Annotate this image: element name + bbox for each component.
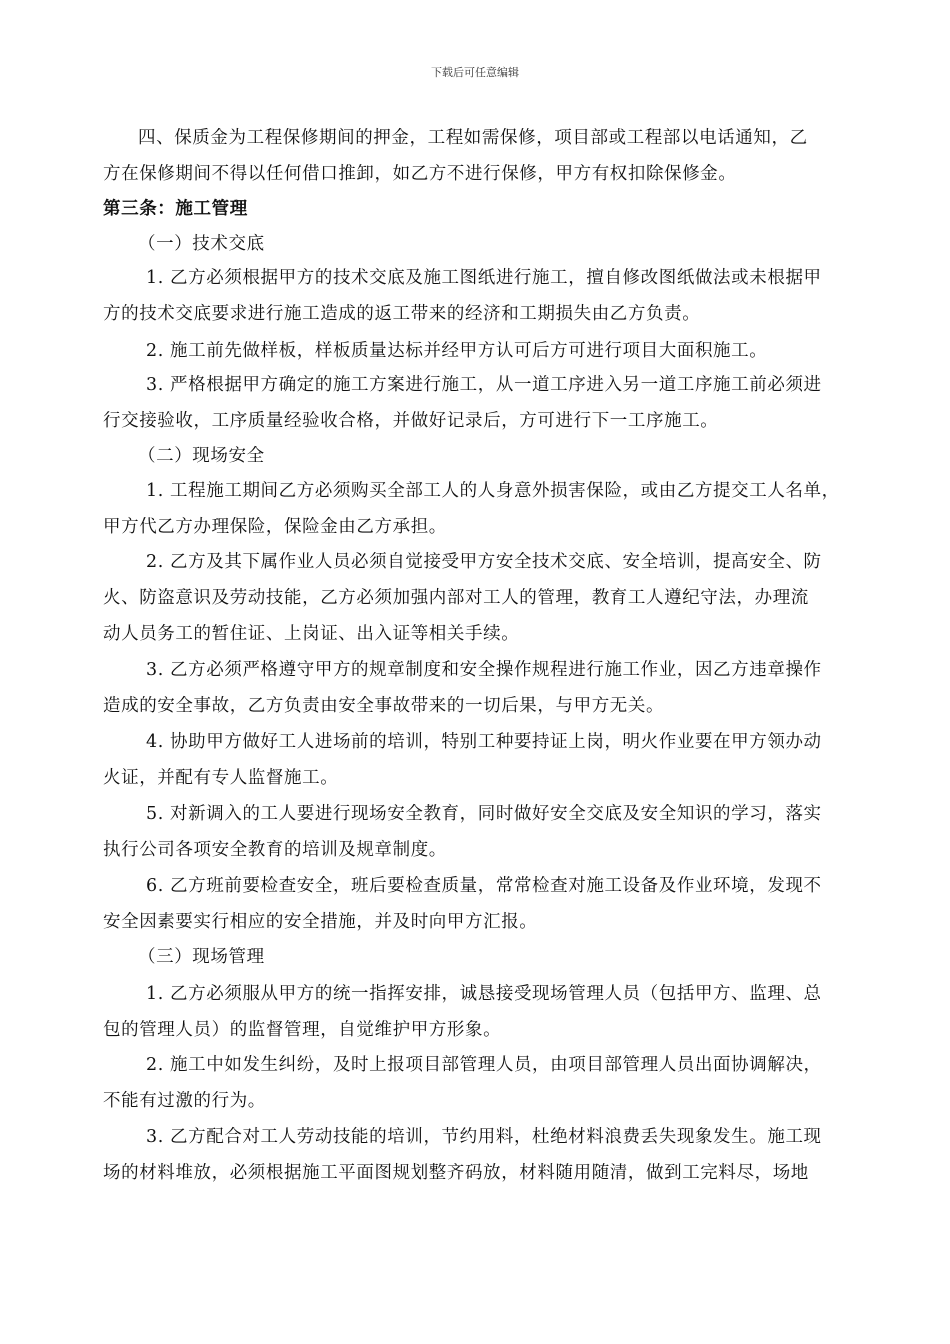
- paragraph-line: 场的材料堆放，必须根据施工平面图规划整齐码放，材料随用随清，做到工完料尽，场地: [103, 1163, 809, 1183]
- paragraph-line: 3. 严格根据甲方确定的施工方案进行施工，从一道工序进入另一道工序施工前必须进: [146, 375, 822, 395]
- paragraph-line: 四、保质金为工程保修期间的押金，工程如需保修，项目部或工程部以电话通知，乙: [138, 128, 808, 148]
- paragraph-line: 1. 乙方必须根据甲方的技术交底及施工图纸进行施工，擅自修改图纸做法或未根据甲: [146, 268, 822, 288]
- paragraph-line: 1. 乙方必须服从甲方的统一指挥安排，诚恳接受现场管理人员（包括甲方、监理、总: [146, 984, 822, 1004]
- paragraph-line: 2. 乙方及其下属作业人员必须自觉接受甲方安全技术交底、安全培训，提高安全、防: [146, 552, 822, 572]
- paragraph-line: 不能有过激的行为。: [103, 1091, 266, 1111]
- paragraph-line: 4. 协助甲方做好工人进场前的培训，特别工种要持证上岗，明火作业要在甲方领办动: [146, 732, 822, 752]
- page-header: 下载后可任意编辑: [431, 66, 519, 79]
- paragraph-line: 甲方代乙方办理保险，保险金由乙方承担。: [103, 517, 447, 537]
- paragraph-line: 5. 对新调入的工人要进行现场安全教育，同时做好安全交底及安全知识的学习，落实: [146, 804, 822, 824]
- paragraph-line: 方在保修期间不得以任何借口推卸，如乙方不进行保修，甲方有权扣除保修金。: [103, 164, 737, 184]
- paragraph-line: 3. 乙方配合对工人劳动技能的培训，节约用料，杜绝材料浪费丢失现象发生。施工现: [146, 1127, 822, 1147]
- paragraph-line: 3. 乙方必须严格遵守甲方的规章制度和安全操作规程进行施工作业，因乙方违章操作: [146, 660, 822, 680]
- paragraph-line: 方的技术交底要求进行施工造成的返工带来的经济和工期损失由乙方负责。: [103, 304, 701, 324]
- subsection-heading: （一）技术交底: [138, 234, 265, 254]
- paragraph-line: 火、防盗意识及劳动技能，乙方必须加强内部对工人的管理，教育工人遵纪守法，办理流: [103, 588, 809, 608]
- section-heading: 第三条：施工管理: [103, 199, 248, 219]
- paragraph-line: 行交接验收，工序质量经验收合格，并做好记录后，方可进行下一工序施工。: [103, 411, 719, 431]
- subsection-heading: （二）现场安全: [138, 446, 265, 466]
- paragraph-line: 安全因素要实行相应的安全措施，并及时向甲方汇报。: [103, 912, 538, 932]
- subsection-heading: （三）现场管理: [138, 947, 265, 967]
- paragraph-line: 动人员务工的暂住证、上岗证、出入证等相关手续。: [103, 624, 520, 644]
- paragraph-line: 1. 工程施工期间乙方必须购买全部工人的人身意外损害保险，或由乙方提交工人名单，: [146, 481, 840, 501]
- paragraph-line: 2. 施工中如发生纠纷，及时上报项目部管理人员，由项目部管理人员出面协调解决，: [146, 1055, 822, 1075]
- paragraph-line: 执行公司各项安全教育的培训及规章制度。: [103, 840, 447, 860]
- paragraph-line: 6. 乙方班前要检查安全，班后要检查质量，常常检查对施工设备及作业环境，发现不: [146, 876, 822, 896]
- paragraph-line: 火证，并配有专人监督施工。: [103, 768, 339, 788]
- paragraph-line: 包的管理人员）的监督管理，自觉维护甲方形象。: [103, 1020, 502, 1040]
- paragraph-line: 2. 施工前先做样板，样板质量达标并经甲方认可后方可进行项目大面积施工。: [146, 341, 768, 361]
- paragraph-line: 造成的安全事故，乙方负责由安全事故带来的一切后果，与甲方无关。: [103, 696, 665, 716]
